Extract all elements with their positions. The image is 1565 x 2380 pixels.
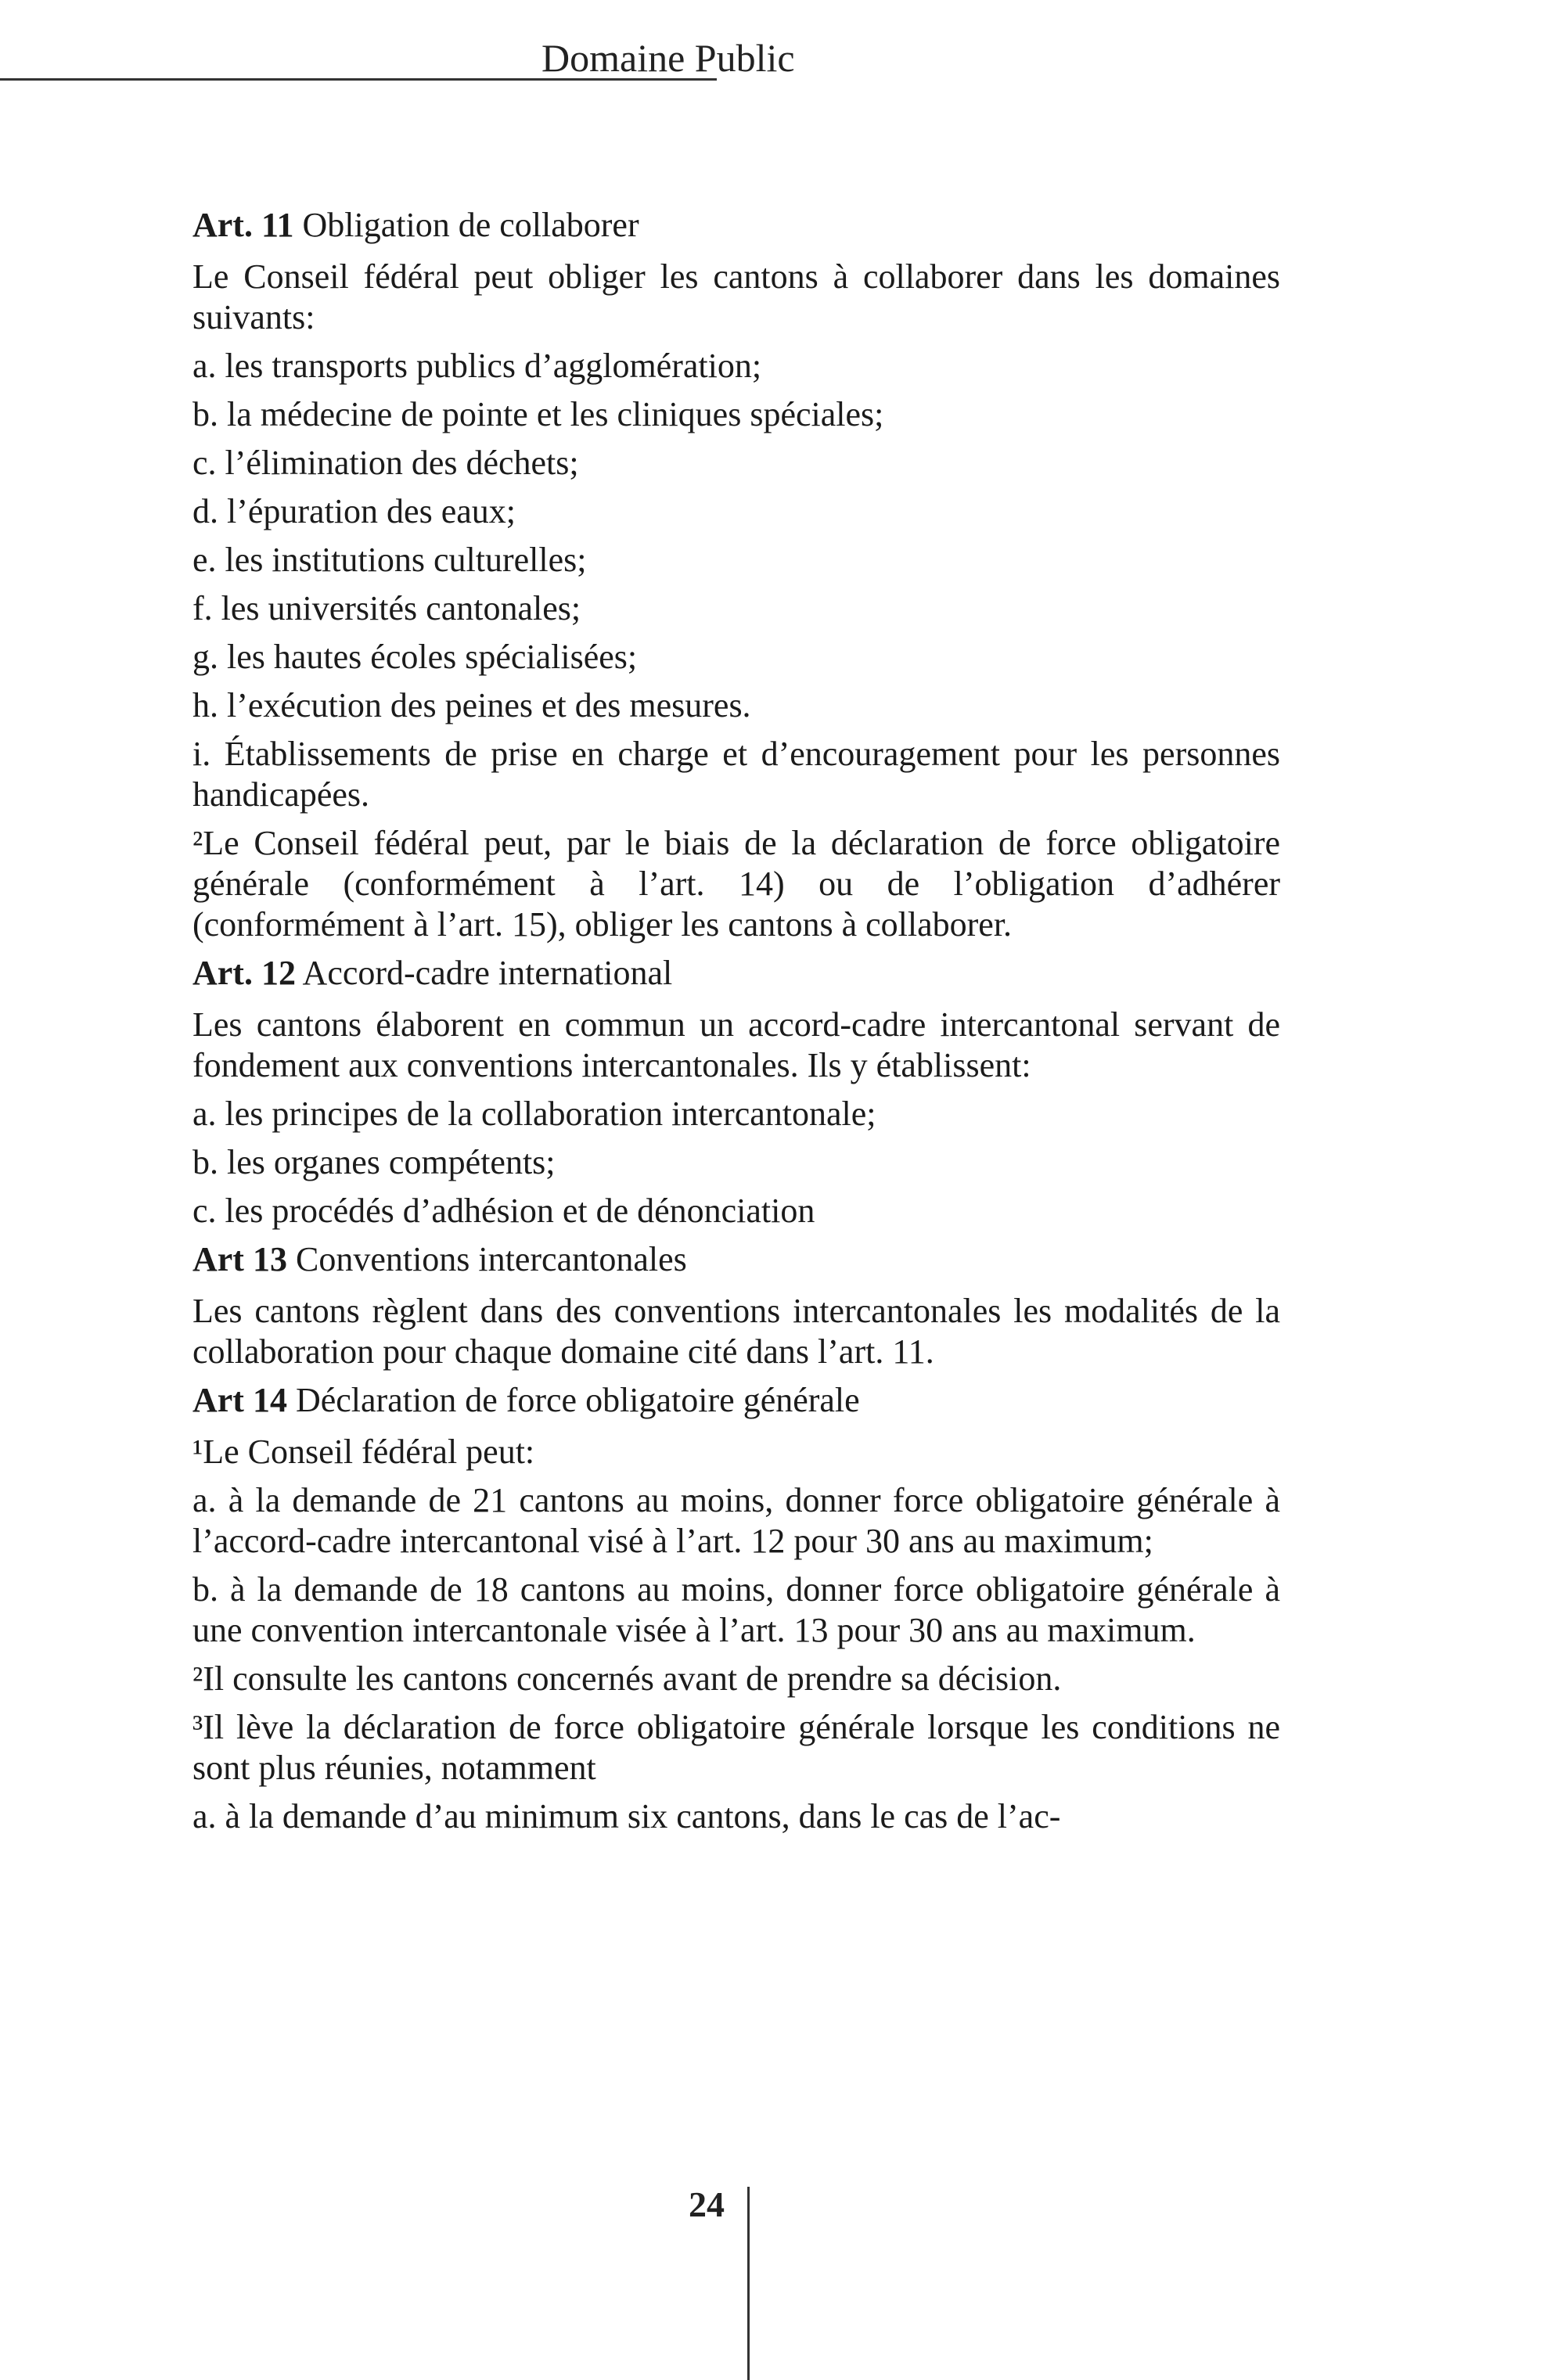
list-item: c. les procédés d’adhésion et de dénonciation <box>192 1192 815 1230</box>
list-item: b. les organes compétents; <box>192 1143 556 1181</box>
article-heading <box>192 205 1280 246</box>
article-heading <box>192 953 1280 994</box>
article-title: Accord-cadre international <box>295 954 673 992</box>
article-number: Art 13 <box>192 1240 287 1278</box>
document-body <box>192 205 1280 1845</box>
list-item: b. à la demande de 18 cantons au moins, donner force obligatoire générale à une convention intercantonale visée à l’art. 13 pour 30 ans au maximum. <box>192 1570 1280 1649</box>
list-item: g. les hautes écoles spécialisées; <box>192 638 638 676</box>
article-heading <box>192 1239 1280 1280</box>
running-header: Domaine Public <box>541 36 795 80</box>
article-11 <box>192 205 1280 945</box>
list-item: i. Établissements de prise en charge et d’encouragement pour les personnes handicapées. <box>192 735 1280 814</box>
list-item: c. l’élimination des déchets; <box>192 444 579 482</box>
list-item: a. les principes de la collaboration intercantonale; <box>192 1095 876 1133</box>
article-14 <box>192 1380 1280 1837</box>
article-number: Art 14 <box>192 1381 287 1419</box>
list-item: f. les universités cantonales; <box>192 589 581 627</box>
paragraph: ²Le Conseil fédéral peut, par le biais de la déclaration de force obligatoire générale (conformément à l’art. 14) ou de l’obligation d’adhérer (conformément à l’art. 15), obliger les cantons à collaborer. <box>192 824 1280 944</box>
list-item: d. l’épuration des eaux; <box>192 492 516 530</box>
list-item: a. les transports publics d’agglomération; <box>192 347 762 385</box>
paragraph: Les cantons règlent dans des conventions intercantonales les modalités de la collaboration pour chaque domaine cité dans l’art. 11. <box>192 1292 1280 1371</box>
paragraph: ²Il consulte les cantons concernés avant de prendre sa décision. <box>192 1659 1062 1698</box>
article-title: Conventions intercantonales <box>286 1240 687 1278</box>
paragraph: ¹Le Conseil fédéral peut: <box>192 1433 535 1471</box>
list-item: a. à la demande de 21 cantons au moins, donner force obligatoire générale à l’accord-cadre intercantonal visé à l’art. 12 pour 30 ans au maximum; <box>192 1481 1280 1560</box>
gutter-line <box>747 2187 750 2380</box>
article-title: Obligation de collaborer <box>293 206 639 244</box>
list-item: b. la médecine de pointe et les cliniques spéciales; <box>192 395 884 433</box>
article-number: Art. 11 <box>192 206 294 244</box>
paragraph: Le Conseil fédéral peut obliger les cantons à collaborer dans les domaines suivants: <box>192 257 1280 336</box>
paragraph: Les cantons élaborent en commun un accord-cadre intercantonal servant de fondement aux conventions intercantonales. Ils y établissent: <box>192 1005 1280 1084</box>
article-title: Déclaration de force obligatoire générale <box>286 1381 860 1419</box>
article-number: Art. 12 <box>192 954 296 992</box>
article-13 <box>192 1239 1280 1372</box>
list-item: a. à la demande d’au minimum six cantons, dans le cas de l’ac- <box>192 1797 1061 1835</box>
page-number: 24 <box>689 2184 725 2224</box>
article-heading <box>192 1380 1280 1421</box>
article-12 <box>192 953 1280 1231</box>
paragraph: ³Il lève la déclaration de force obligatoire générale lorsque les conditions ne sont plus réunies, notamment <box>192 1708 1280 1787</box>
list-item: e. les institutions culturelles; <box>192 541 587 579</box>
list-item: h. l’exécution des peines et des mesures. <box>192 686 751 724</box>
